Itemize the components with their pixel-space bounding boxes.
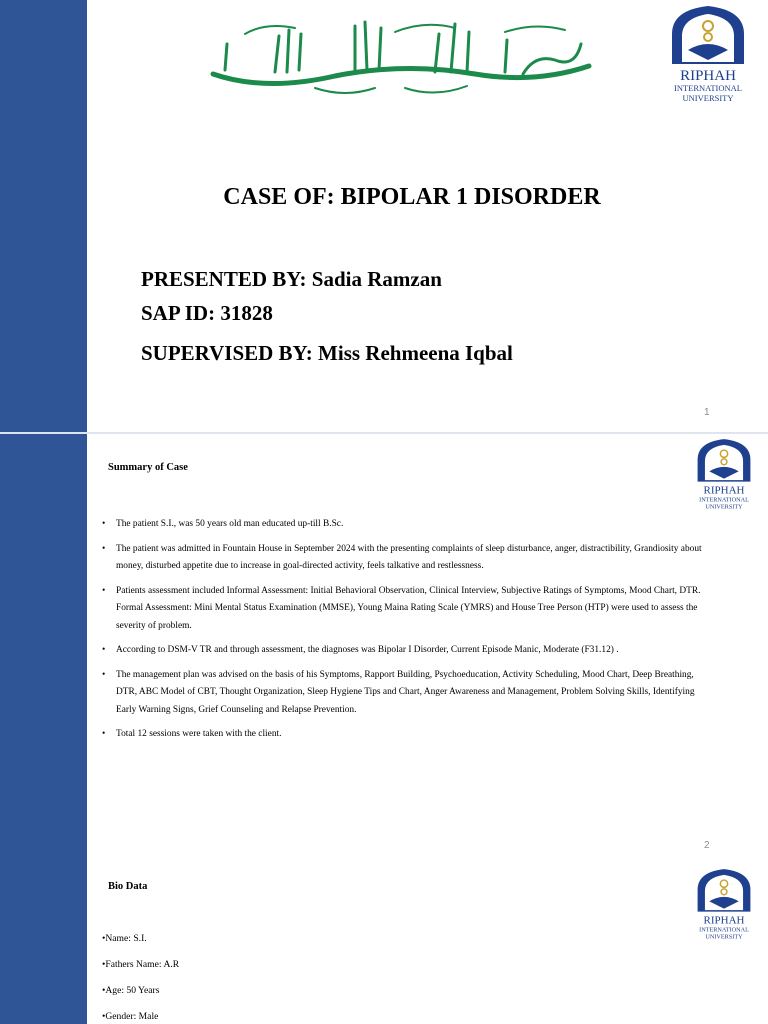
sap-id: SAP ID: 31828 bbox=[141, 301, 273, 325]
list-item: • Patients assessment included Informal Assessment: Initial Behavioral Observation, Clinical Interview, Subjective Ratings of Symptoms, Mood Chart, DTR. Formal Assessment: Mini Mental Status Examination (MMSE), Young Maina Rating Scale (YMRS) and House Tree Person (HTP) were used to assess the severity of problem. bbox=[102, 583, 702, 636]
summary-list bbox=[102, 516, 702, 751]
svg-text:UNIVERSITY: UNIVERSITY bbox=[705, 503, 743, 511]
bio-data-list bbox=[102, 932, 602, 1024]
slide-2 bbox=[0, 434, 768, 854]
supervised-by: SUPERVISED BY: Miss Rehmeena Iqbal bbox=[141, 341, 513, 365]
sidebar-band bbox=[0, 0, 87, 432]
list-item: •Age: 50 Years bbox=[102, 985, 160, 996]
svg-text:INTERNATIONAL: INTERNATIONAL bbox=[674, 83, 742, 93]
bismillah-calligraphy bbox=[205, 14, 597, 98]
sidebar-band bbox=[0, 434, 87, 854]
section-title: Bio Data bbox=[108, 881, 148, 892]
svg-text:RIPHAH: RIPHAH bbox=[680, 68, 736, 84]
svg-text:RIPHAH: RIPHAH bbox=[703, 484, 745, 497]
svg-text:INTERNATIONAL: INTERNATIONAL bbox=[699, 496, 749, 504]
riphah-logo bbox=[648, 4, 768, 106]
section-title: Summary of Case bbox=[108, 462, 188, 473]
list-item: •Fathers Name: A.R bbox=[102, 959, 180, 970]
list-item: • The management plan was advised on the basis of his Symptoms, Rapport Building, Psychoeducation, Activity Scheduling, Mood Chart, Deep Breathing, DTR, ABC Model of CBT, Thought Organization, Sleep Hygiene Tips and Chart, Anger Awareness and Management, Problem Solving Skills, Identifying Early Warning Signs, Grief Counseling and Relapse Prevention. bbox=[102, 667, 702, 720]
slide-1 bbox=[0, 0, 768, 432]
list-item: • According to DSM-V TR and through assessment, the diagnoses was Bipolar I Disorder, Current Episode Manic, Moderate (F31.12) . bbox=[102, 642, 702, 660]
svg-text:INTERNATIONAL: INTERNATIONAL bbox=[699, 926, 749, 934]
riphah-logo bbox=[680, 434, 768, 516]
list-item: • Total 12 sessions were taken with the client. bbox=[102, 726, 702, 744]
svg-text:UNIVERSITY: UNIVERSITY bbox=[682, 93, 734, 103]
svg-text:RIPHAH: RIPHAH bbox=[703, 914, 745, 927]
svg-text:UNIVERSITY: UNIVERSITY bbox=[705, 933, 743, 941]
list-item: •Gender: Male bbox=[102, 1011, 159, 1022]
riphah-logo bbox=[680, 864, 768, 946]
sidebar-band bbox=[0, 854, 87, 1024]
page-number: 2 bbox=[704, 840, 710, 851]
slide-3 bbox=[0, 854, 768, 1024]
case-title: CASE OF: BIPOLAR 1 DISORDER bbox=[223, 184, 601, 210]
list-item: • The patient was admitted in Fountain House in September 2024 with the presenting complaints of sleep disturbance, anger, distractibility, Grandiosity about money, disturbed appetite due to increase in goal-directed activity, feels talkative and restlessness. bbox=[102, 541, 702, 576]
list-item: •Name: S.I. bbox=[102, 933, 147, 944]
presented-by: PRESENTED BY: Sadia Ramzan bbox=[141, 267, 442, 291]
page-number: 1 bbox=[704, 407, 710, 418]
list-item: • The patient S.I., was 50 years old man educated up-till B.Sc. bbox=[102, 516, 702, 534]
